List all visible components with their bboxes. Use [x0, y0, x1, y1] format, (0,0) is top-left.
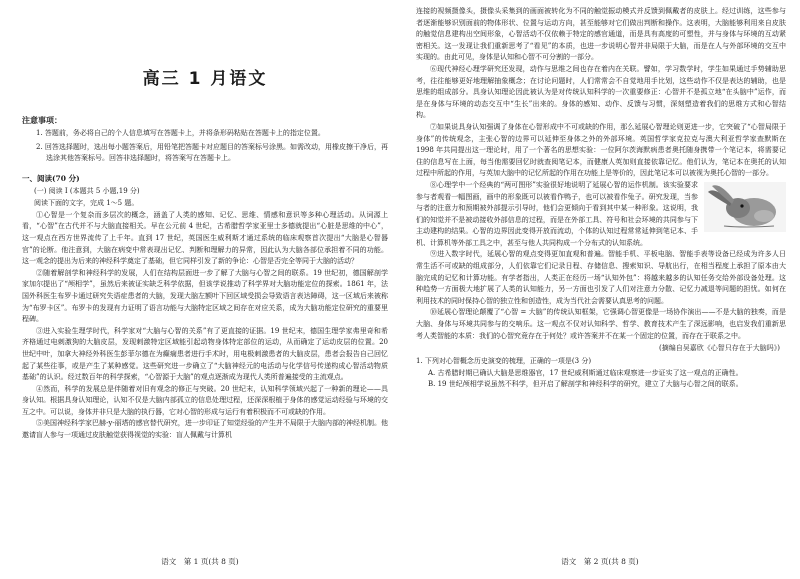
duck-rabbit-illustration: [704, 182, 786, 232]
page-footer-left: 语文 第 1 页(共 8 页): [161, 557, 239, 566]
paragraph-3: ③进入实验生理学时代，科学家对“大脑与心智的关系”有了更直接的证据。19 世纪末，德国生理学家弗里奇和希齐格通过电刺激狗的大脑皮层，发现刺激特定区域能引起动物身体特定部位的运动，从而确定了运动皮层的位置。20 世纪中叶，加拿大神经外科医生彭菲尔德在为癫痫患者进行手术时，用电极刺激患者的大脑皮层，患者会报告自己回忆起了某些往事，或是产生了某种感觉。这些研究进一步确立了“大脑神经元的电活动与化学信号传递构成心智活动物质基础”的认识。经过数百年的科学探索，“心智源于大脑”的观点逐渐成为现代人类所普遍接受的主流观点。: [22, 326, 388, 382]
page-footer-right: 语文 第 2 页(共 8 页): [561, 557, 639, 566]
paragraph-5: ⑤美国神经科学家巴赫-y-丽塔的感官替代研究，进一步印证了知觉经验的产生并不局限于大脑内部的神经机制。他邀请盲人参与一项通过皮肤触觉获得视觉的实验：盲人佩戴与计算机: [22, 419, 388, 440]
exam-title: 高三 1 月语文: [142, 69, 268, 89]
notice-item: 1. 答题前，务必将自己的个人信息填写在答题卡上，并将条形码粘贴在答题卡上的指定位置。: [36, 129, 325, 137]
notice-heading: 注意事项：: [22, 115, 62, 125]
paragraph-9: ⑨进入数字时代，延展心智的观点变得更加直观和普遍。智能手机、平板电脑、智能手表等设备已经成为许多人日常生活不可或缺的组成部分，人们依靠它们记录日程、存储信息、搜索知识、导航出行，在相当程度上承担了原本由大脑完成的记忆和计算功能。有学者指出，人类正在经历一场“认知外包”：将越来越多的认知任务交给外部设备处理。这种趋势一方面极大地扩展了人类的认知能力，另一方面也引发了人们对注意力分散、记忆力减退等问题的担忧。如何在利用技术的同时保持心智的独立性和创造性，成为当代社会需要认真思考的问题。: [416, 250, 786, 305]
instruction: 阅读下面的文字，完成 1～5 题。: [34, 198, 139, 207]
notice-item: 2. 回答选择题时，选出每小题答案后，用铅笔把答题卡对应题目的答案标号涂黑。如需改动，用橡皮擦干净后，再选涂其他答案标号。回答非选择题时，将答案写在答题卡上。: [36, 142, 388, 163]
figure-block: [416, 180, 786, 250]
option-a[interactable]: A. 古希腊时期已确认大脑是思维器官，17 世纪威利斯通过临床观察进一步证实了这一观点的正确性。: [428, 368, 743, 377]
paragraph-4: ④然而，科学的发展总是伴随着对旧有观念的修正与突破。20 世纪末，认知科学领域兴起了一种新的理论——具身认知。根据具身认知理论，认知不仅是大脑内部孤立的信息处理过程，还深深根植于身体的感觉运动经验与环境的交互之中。可以说，身体并非只是大脑的执行器，它对心智的形成与运行有着积极而不可或缺的作用。: [22, 384, 388, 416]
question-1: 1. 下列对心智概念历史演变的梳理，正确的一项是(3 分): [416, 357, 592, 366]
paragraph-10: ⑩延展心智理论颠覆了“心智 = 大脑”的传统认知框架，它强调心智更像是一场协作演出——不是大脑的独奏，而是大脑、身体与环境共同参与的交响乐。这一观点不仅对认知科学、哲学、教育技术产生了深远影响，也启发我们重新思考人类智能的本质：我们的心智究竟存在于何处？或许答案并不在某一个固定的位置，而存在于联系之中。: [416, 308, 786, 340]
page-right: [400, 0, 800, 579]
paragraph-5-cont: 连接的视频摄像头，摄像头采集到的画面被转化为不同的触觉振动模式并反馈到佩戴者的皮肤上。经过训练，这些参与者逐渐能够识别面前的物体形状、位置与运动方向，甚至能够对它们做出判断和操作。这表明，大脑能够利用来自皮肤的触觉信息建构出空间形象，心智活动不仅依赖于特定的感官通道，而是具有高度的可塑性，并与身体与环境的互动紧密相关。这一发现让我们重新思考了“看见”的本质，也进一步说明心智并非局限于大脑，而是在人与外部环境的交互中实现的。由此可见，身体是认知和心智不可分割的一部分。: [416, 7, 786, 62]
option-b[interactable]: B. 19 世纪颅相学说虽然不科学，但开启了解剖学和神经科学的研究，建立了大脑与心智之间的联系。: [428, 380, 743, 389]
paragraph-6: ⑥现代神经心理学研究还发现，动作与思维之间也存在着内在关联。譬如，学习数学时，学生如果通过手势辅助思考，往往能够更好地理解抽象概念；在讨论问题时，人们常常会不自觉地用手比划，这些动作不仅是表达的辅助，也是思维的组成部分。具身认知理论因此被认为是对传统认知科学的一次重要修正：心智并不是孤立地“在头脑中”运作，而是在身体与环境的动态交互中“生长”出来的。身体的感知、动作、反馈与习惯，深刻塑造着我们的思维方式和心智结构。: [416, 64, 786, 120]
paragraph-7: ⑦如果说具身认知强调了身体在心智形成中不可或缺的作用，那么延展心智理论则更进一步，它突破了“心智局限于身体”的传统观念，主张心智的边界可以延伸至身体之外的外部环境。英国哲学家克拉克与澳大利亚哲学家查默斯在 1998 年共同提出这一理论时，用了一个著名的思想实验：一位阿尔茨海默病患者奥托随身携带一个笔记本，将需要记住的信息写在上面，每当他需要回忆时就查阅笔记本，而健康人英加则直接依靠记忆。他们认为，笔记本在奥托的认知过程中所起的作用，与英加大脑中的记忆所起的作用在功能上是等价的，因此笔记本可以被视为奥托心智的一部分。: [416, 122, 786, 178]
subsection-heading: (一) 阅读 I (本题共 5 小题,19 分): [34, 186, 140, 195]
paragraph-1: ①心智是一个复杂而多层次的概念，涵盖了人类的感知、记忆、思维、情感和意识等多种心理活动。从词源上看，“心智”在古代并不与大脑直接相关。早在公元前 4 世纪，古希腊哲学家亚里士多德就提出“心脏是思维的中心”，这一观点在西方世界流传了上千年。直到 17 世纪，英国医生威利斯才通过系统的临床观察首次提出“大脑是心智器官”的论断。他注意到，大脑在病变中常表现出记忆、判断和理解力的异常，因此认为大脑各部位承担着不同的功能。这一观念的提出为后来的神经科学奠定了基础，但它同样引发了新的争论：心智是否完全等同于大脑的活动？: [22, 210, 388, 266]
source-citation: (摘编自吴嘉欣《心智只存在于大脑吗》): [659, 344, 780, 353]
paragraph-8: ⑧心理学中一个经典的“两可图形”实验很好地说明了延展心智的运作机制。该实验要求参与者观看一幅图画，画中的形象既可以被看作鸭子，也可以被看作兔子。研究发现，当参与者的注意力和预期被外部提示引导时，他们会更倾向于看到其中某一种形象。这说明，我们的知觉并不是被动接收外部信息的过程，而是在外部工具、符号和社会环境的共同参与下主动建构的结果。心智的边界因此变得开放而流动，个体的认知过程常常延伸到笔记本、手机、计算机等外部工具之中，甚至与他人共同构成一个分布式的认知系统。: [416, 180, 698, 247]
paragraph-2: ②随着解剖学和神经科学的发展，人们在结构层面进一步了解了大脑与心智之间的联系。19 世纪初，德国解剖学家加尔提出了“颅相学”，虽然后来被证实缺乏科学依据，但该学说推动了科学界对大脑功能定位的探索。1861 年，法国外科医生布罗卡通过研究失语症患者的大脑，发现大脑左额叶下回区域受损会导致语言表达障碍，这一区域后来被称为“布罗卡区”。布罗卡的发现有力证明了语言功能与大脑特定区域之间存在对应关系，成为大脑功能定位研究的重要里程碑。: [22, 268, 388, 324]
section-heading: 一、阅读(70 分): [22, 173, 80, 183]
